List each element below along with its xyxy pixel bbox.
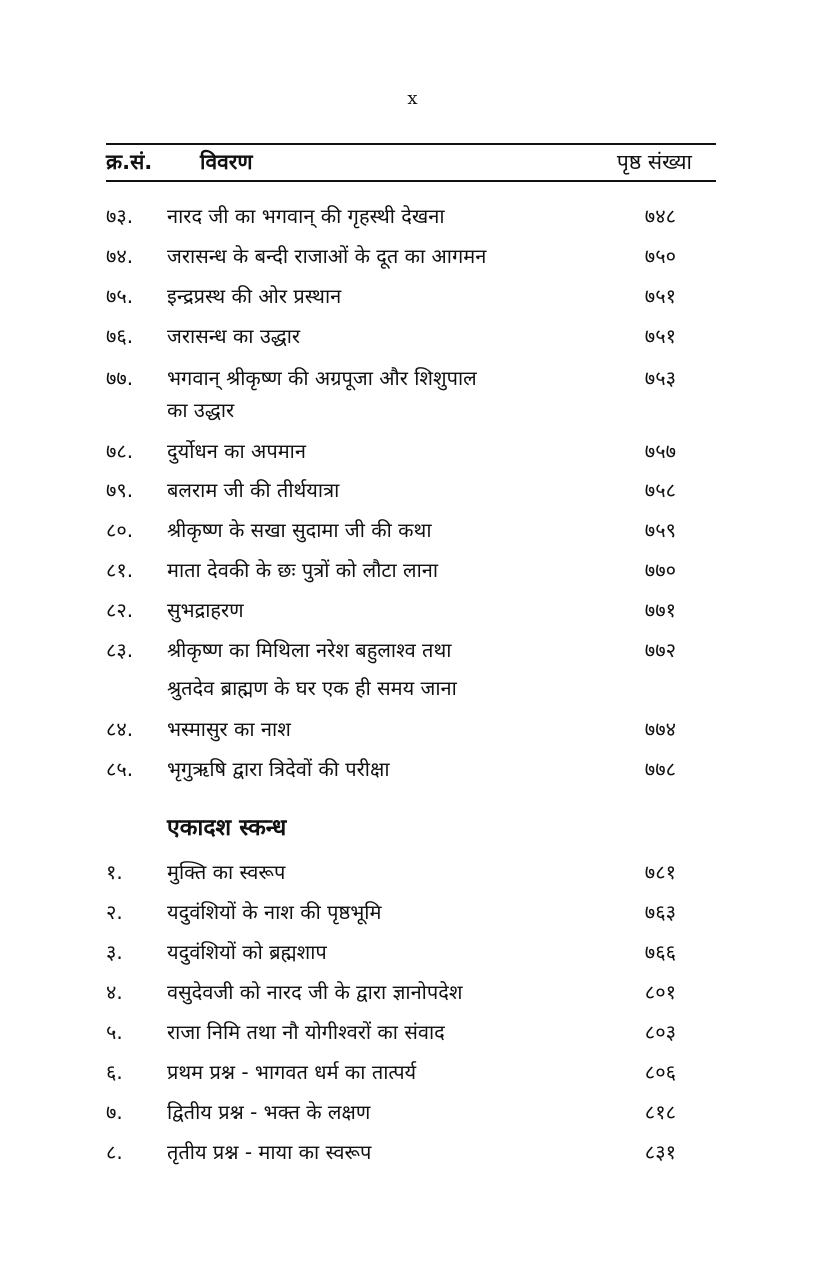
entry-number: ७.	[106, 1100, 123, 1124]
entry-page: ७५७	[644, 439, 676, 463]
entry-number: ७३.	[106, 204, 134, 228]
entry-number: ३.	[106, 940, 123, 964]
entry-number: ६.	[106, 1060, 123, 1084]
entry-number: ५.	[106, 1020, 123, 1044]
entry-title: भगवान् श्रीकृष्ण की अग्रपूजा और शिशुपाल	[167, 366, 477, 390]
toc-header	[106, 146, 716, 178]
entry-page: ७४८	[644, 204, 676, 228]
entry-page: ८०६	[644, 1060, 676, 1084]
entry-title: द्वितीय प्रश्न - भक्त के लक्षण	[167, 1100, 371, 1124]
entry-page: ७५०	[644, 244, 676, 268]
entry-title: जरासन्ध का उद्धार	[167, 324, 301, 348]
entry-title: मुक्ति का स्वरूप	[167, 860, 286, 884]
entry-title: श्रीकृष्ण के सखा सुदामा जी की कथा	[167, 518, 432, 542]
entry-title: माता देवकी के छः पुत्रों को लौटा लाना	[167, 558, 439, 582]
entry-page: ७७०	[644, 558, 676, 582]
entry-page: ७७१	[644, 598, 676, 622]
entry-page: ७५१	[644, 284, 676, 308]
entry-number: ४.	[106, 980, 123, 1004]
header-page-number: पृष्ठ संख्या	[616, 150, 692, 174]
entry-page: ८३१	[644, 1140, 676, 1164]
entry-number: ८४.	[106, 717, 134, 741]
entry-title: बलराम जी की तीर्थयात्रा	[167, 478, 340, 502]
entry-page: ७६३	[644, 900, 676, 924]
entry-number: १.	[106, 860, 123, 884]
entry-number: ८०.	[106, 518, 134, 542]
entry-page: ८१८	[644, 1100, 676, 1124]
header-top-rule	[106, 143, 716, 145]
entry-number: २.	[106, 900, 123, 924]
entry-number: ८१.	[106, 558, 134, 582]
entry-title-line2: का उद्धार	[167, 398, 235, 422]
entry-title: जरासन्ध के बन्दी राजाओं के दूत का आगमन	[167, 244, 487, 268]
entry-number: ७८.	[106, 439, 134, 463]
entry-title: इन्द्रप्रस्थ की ओर प्रस्थान	[167, 284, 342, 308]
entry-title: भस्मासुर का नाश	[167, 717, 291, 741]
entry-page: ७७८	[644, 757, 676, 781]
header-bottom-rule	[106, 180, 716, 182]
entry-number: ८५.	[106, 757, 134, 781]
entry-title: यदुवंशियों को ब्रह्मशाप	[167, 940, 327, 964]
entry-number: ७९.	[106, 478, 134, 502]
entry-page: ७७४	[644, 717, 676, 741]
entry-page: ७५१	[644, 324, 676, 348]
entry-number: ८२.	[106, 598, 134, 622]
entry-page: ७८१	[644, 860, 676, 884]
entry-page: ७५३	[644, 366, 676, 390]
entry-page: ७७२	[644, 638, 676, 662]
entry-number: ७७.	[106, 366, 134, 390]
entry-title: श्रीकृष्ण का मिथिला नरेश बहुलाश्व तथा	[167, 638, 452, 662]
entry-title: प्रथम प्रश्न - भागवत धर्म का तात्पर्य	[167, 1060, 417, 1084]
entry-page: ७६६	[644, 940, 676, 964]
entry-number: ८.	[106, 1140, 123, 1164]
entry-title: राजा निमि तथा नौ योगीश्वरों का संवाद	[167, 1020, 445, 1044]
entry-page: ७५८	[644, 478, 676, 502]
entry-title: नारद जी का भगवान् की गृहस्थी देखना	[167, 204, 445, 228]
entry-number: ७४.	[106, 244, 134, 268]
entry-title: दुर्योधन का अपमान	[167, 439, 306, 463]
entry-page: ८०१	[644, 980, 676, 1004]
entry-page: ८०३	[644, 1020, 676, 1044]
entry-title: वसुदेवजी को नारद जी के द्वारा ज्ञानोपदेश	[167, 980, 463, 1004]
entry-title: सुभद्राहरण	[167, 598, 244, 622]
entry-number: ८३.	[106, 638, 134, 662]
entry-title: यदुवंशियों के नाश की पृष्ठभूमि	[167, 900, 382, 924]
entry-title: तृतीय प्रश्न - माया का स्वरूप	[167, 1140, 372, 1164]
header-serial-number: क्र.सं.	[106, 150, 153, 174]
entry-title-line2: श्रुतदेव ब्राह्मण के घर एक ही समय जाना	[167, 676, 457, 700]
section-heading: एकादश स्कन्ध	[167, 815, 287, 841]
entry-number: ७५.	[106, 284, 134, 308]
page-number: x	[407, 88, 418, 109]
entry-number: ७६.	[106, 324, 134, 348]
header-description: विवरण	[200, 150, 253, 174]
entry-title: भृगुऋषि द्वारा त्रिदेवों की परीक्षा	[167, 757, 390, 781]
entry-page: ७५९	[644, 518, 676, 542]
